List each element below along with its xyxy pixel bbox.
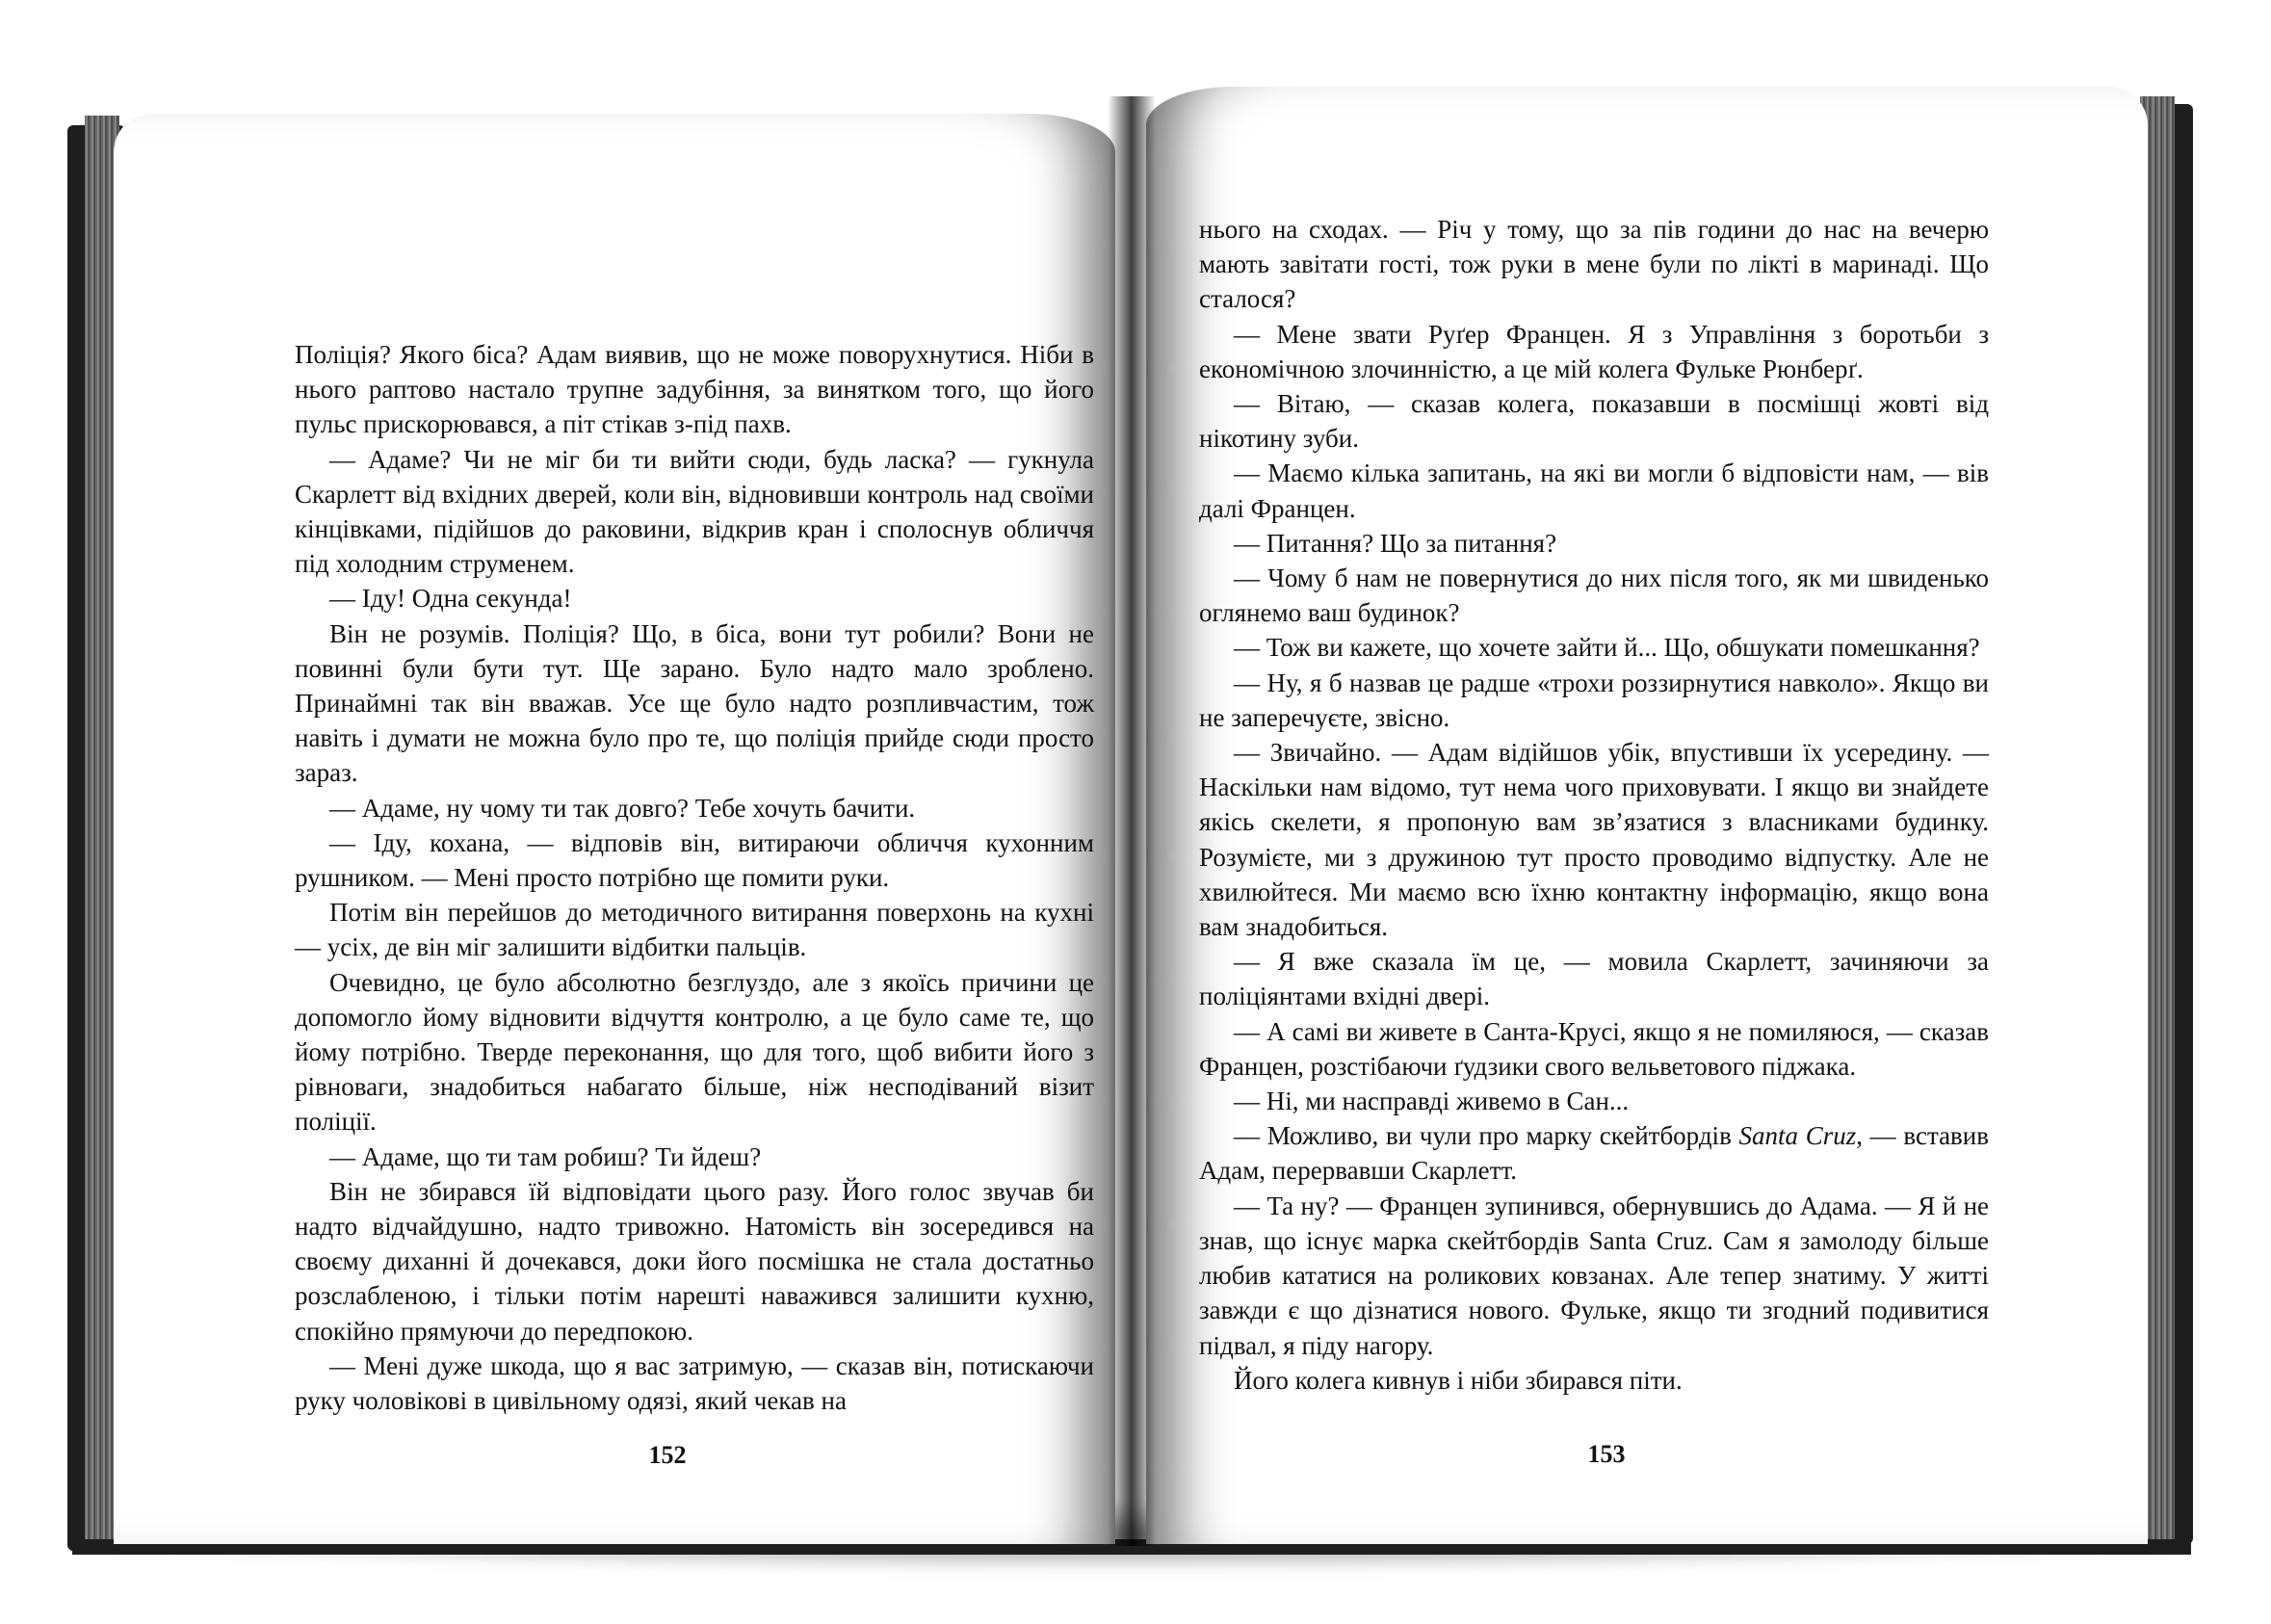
right-page-text (1199, 212, 1989, 1398)
text-segment: , — вставив Адам, перервавши Скарлетт. (1199, 1121, 1989, 1186)
paragraph: — Звичайно. — Адам відійшов убік, впустивши їх усередину. — Наскільки нам відомо, тут нема чого приховувати. І якщо ви знайдете якісь скелети, я пропоную вам зв’язатися з власниками будинку. Розумієте, ми з дружиною тут просто проводимо відпустку. Але не хвилюйтеся. Ми маємо всю їхню контактну інформацію, якщо вона вам знадобиться. (1199, 738, 1989, 942)
paragraph: — Мене звати Руґер Францен. Я з Управління з боротьби з економічною злочинністю, а це мій колега Фульке Рюнберґ. (1199, 319, 1989, 383)
left-page (114, 114, 1115, 1544)
paragraph: — Тож ви кажете, що хочете зайти й... Що, обшукати помешкання? (1234, 633, 1980, 663)
paragraph: — Вітаю, — сказав колега, показавши в посмішці жовті від нікотину зуби. (1199, 389, 1989, 454)
paragraph: Він не збирався їй відповідати цього разу. Його голос звучав би надто відчайдушно, надто тривожно. Натомість він зосередився на своєму диханні й дочекався, доки його посмішка не стала достатньо розслабленою, і тільки потім нарешті наважився залишити кухню, спокійно прямуючи до передпокою. (295, 1176, 1094, 1346)
paragraph: — Адаме, ну чому ти так довго? Тебе хочуть бачити. (329, 793, 916, 823)
paragraph: — Маємо кілька запитань, на які ви могли б відповісти нам, — вів далі Францен. (1199, 458, 1989, 523)
paragraph: Поліція? Якого біса? Адам виявив, що не може поворухнутися. Ніби в нього раптово настало трупне задубіння, за винятком того, що його пульс прискорювався, а піт стікав з-під пахв. (295, 340, 1094, 439)
paragraph (1199, 1118, 1989, 1188)
paragraph: — Іду, кохана, — відповів він, витираючи обличчя кухонним рушником. — Мені просто потрібно ще помити руки. (295, 827, 1094, 893)
paragraph: — Мені дуже шкода, що я вас затримую, — сказав він, потискаючи руку чоловікові в цивільному одязі, який чекав на (295, 1350, 1094, 1416)
paragraph: — Та ну? — Францен зупинився, обернувшись до Адама. — Я й не знав, що існує марка скейтбордів Santa Cruz. Сам я замолоду більше любив кататися на роликових ковзанах. Але тепер знатиму. У житті завжди є що дізнатися нового. Фульке, якщо ти згодний подивитися підвал, я піду нагору. (1199, 1191, 1989, 1360)
paragraph: Потім він перейшов до методичного витирання поверхонь на кухні — усіх, де він міг залишити відбитки пальців. (295, 898, 1094, 962)
paragraph: — Адаме, що ти там робиш? Ти йдеш? (329, 1141, 762, 1171)
paragraph: — Чому б нам не повернутися до них після того, як ми швиденько оглянемо ваш будинок? (1199, 563, 1989, 628)
paragraph: Його колега кивнув і ніби збирався піти. (1234, 1365, 1683, 1395)
text-segment: — Можливо, ви чули про марку скейтбордів (1234, 1121, 1739, 1151)
paragraph: — А самі ви живете в Санта-Крусі, якщо я не помиляюся, — сказав Францен, розстібаючи ґудзики свого вельветового піджака. (1199, 1016, 1989, 1081)
right-page (1146, 87, 2148, 1544)
paragraph: — Іду! Одна секунда! (329, 584, 572, 614)
paragraph: — Адаме? Чи не міг би ти вийти сюди, будь ласка? — гукнула Скарлетт від вхідних дверей, коли він, відновивши контроль над своїми кінцівками, підійшов до раковини, відкрив кран і сполоснув обличчя під холодним струменем. (295, 444, 1094, 579)
left-page-text (295, 337, 1094, 1418)
page-number-right: 153 (1587, 1440, 1626, 1468)
paragraph: Очевидно, це було абсолютно безглуздо, але з якоїсь причини це допомогло йому відновити відчуття контролю, а це було саме те, що йому потрібно. Тверде переконання, що для того, щоб вибити його з рівноваги, знадобиться набагато більше, ніж несподіваний візит поліції. (295, 967, 1094, 1137)
paragraph: — Питання? Що за питання? (1234, 528, 1557, 558)
paragraph: Він не розумів. Поліція? Що, в біса, вони тут робили? Вони не повинні були бути тут. Ще зарано. Було надто мало зроблено. Принаймні так він вважав. Усе ще було надто розпливчастим, тож навіть і думати не можна було про те, що поліція прийде сюди просто зараз. (295, 618, 1094, 788)
paragraph: нього на сходах. — Річ у тому, що за пів години до нас на вечерю мають завітати гості, тож руки в мене були по лікті в маринаді. Що сталося? (1199, 215, 1989, 314)
page-number-left: 152 (648, 1441, 687, 1469)
paragraph: — Я вже сказала їм це, — мовила Скарлетт, зачиняючи за поліціянтами вхідні двері. (1199, 947, 1989, 1011)
paragraph: — Ні, ми насправді живемо в Сан... (1234, 1087, 1630, 1116)
paragraph: — Ну, я б назвав це радше «трохи роззирнутися навколо». Якщо ви не заперечуєте, звісно. (1199, 668, 1989, 732)
book-gutter-shadow (1108, 96, 1156, 1546)
italic-brand-name: Santa Cruz (1738, 1121, 1857, 1151)
